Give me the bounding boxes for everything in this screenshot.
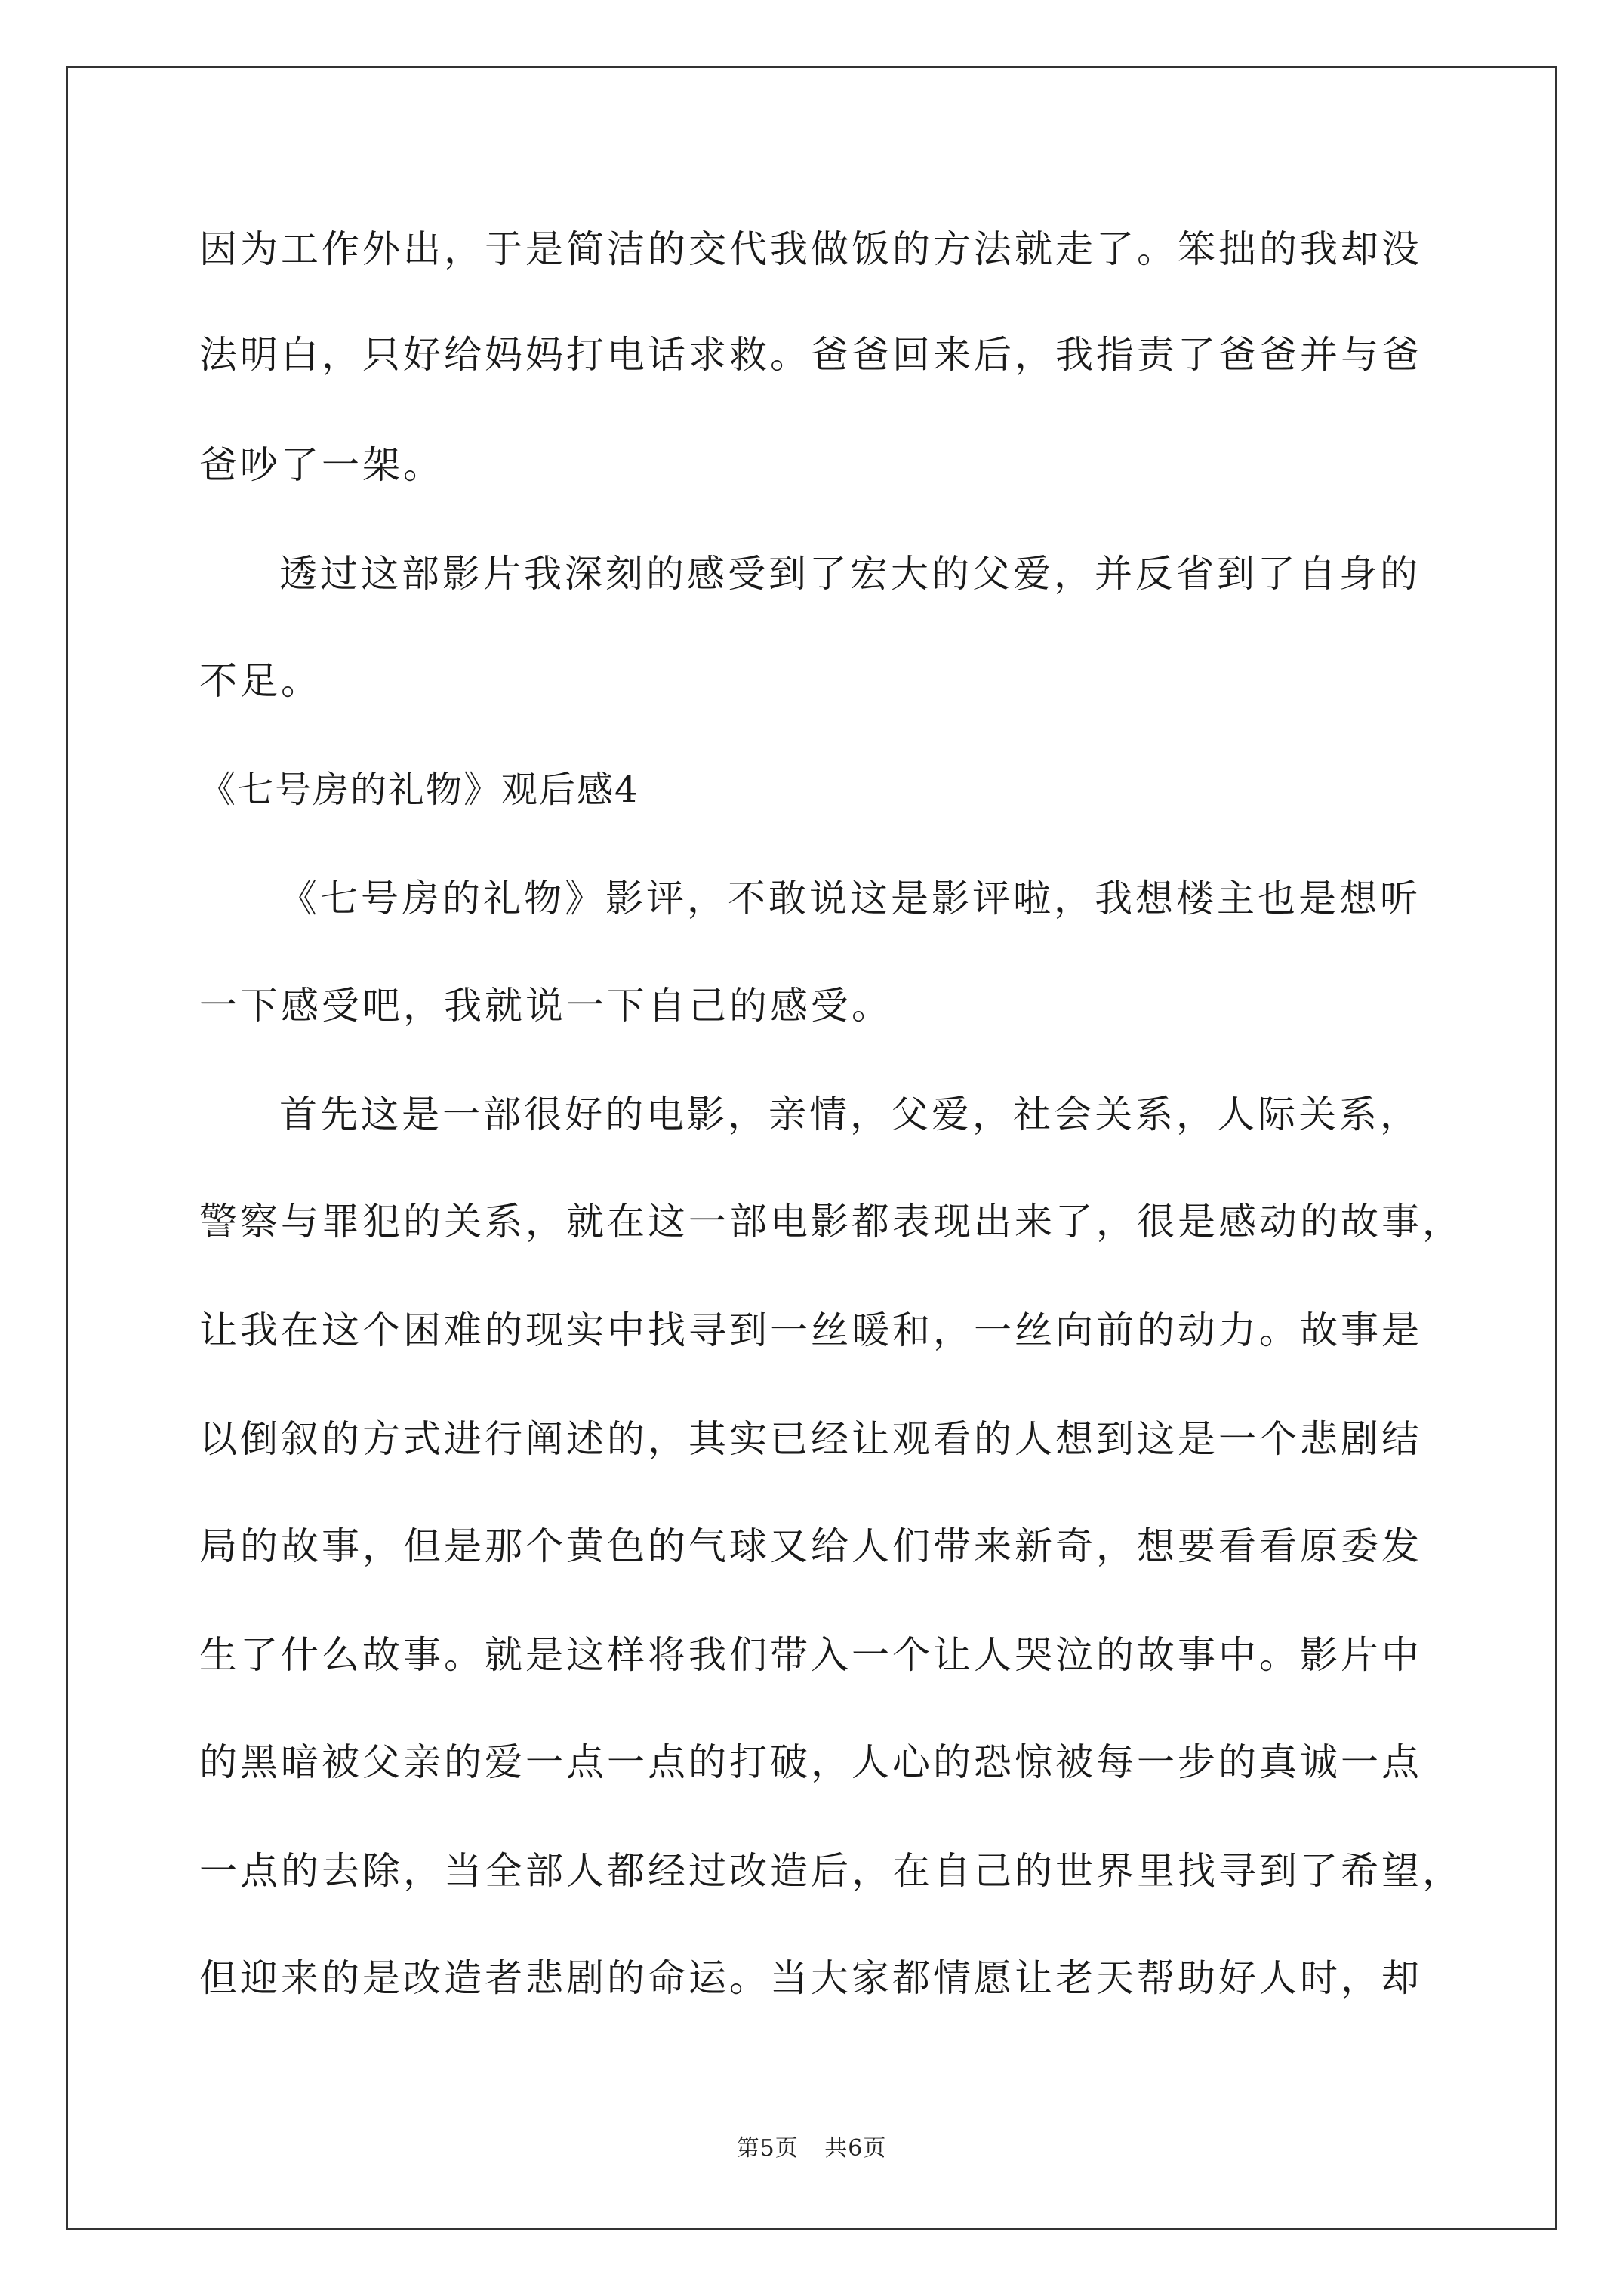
page-total: 共6页: [824, 2135, 887, 2162]
paragraph-line: 首先这是一部很好的电影，亲情，父爱，社会关系，人际关系，: [279, 1093, 1421, 1136]
body-text-line: 法明白，只好给妈妈打电话求救。爸爸回来后，我指责了爸爸并与爸: [199, 333, 1422, 377]
page-number: 第5页: [736, 2135, 799, 2162]
body-text-line: 警察与罪犯的关系，就在这一部电影都表现出来了，很是感动的故事，: [199, 1200, 1463, 1244]
page-footer: [0, 2134, 1623, 2164]
section-heading: 《七号房的礼物》观后感4: [199, 769, 639, 811]
body-text-line: 局的故事，但是那个黄色的气球又给人们带来新奇，想要看看原委发: [199, 1524, 1422, 1568]
body-text-line: 一下感受吧，我就说一下自己的感受。: [199, 984, 892, 1028]
body-text-line: 让我在这个困难的现实中找寻到一丝暖和，一丝向前的动力。故事是: [199, 1308, 1422, 1352]
body-text-line: 生了什么故事。就是这样将我们带入一个让人哭泣的故事中。影片中: [199, 1633, 1422, 1677]
body-text-line: 以倒叙的方式进行阐述的，其实已经让观看的人想到这是一个悲剧结: [199, 1417, 1422, 1461]
body-text-line: 的黑暗被父亲的爱一点一点的打破，人心的恐惊被每一步的真诚一点: [199, 1740, 1422, 1784]
page-border: [66, 66, 1557, 2230]
paragraph-line: 透过这部影片我深刻的感受到了宏大的父爱，并反省到了自身的: [279, 552, 1421, 596]
body-text-line: 不足。: [199, 659, 322, 703]
body-text-line: 一点的去除，当全部人都经过改造后，在自己的世界里找寻到了希望，: [199, 1849, 1463, 1893]
body-text-line: 但迎来的是改造者悲剧的命运。当大家都情愿让老天帮助好人时，却: [199, 1956, 1422, 2000]
body-text-line: 因为工作外出，于是简洁的交代我做饭的方法就走了。笨拙的我却没: [199, 227, 1422, 271]
paragraph-line: 《七号房的礼物》影评，不敢说这是影评啦，我想楼主也是想听: [279, 877, 1421, 920]
body-text-line: 爸吵了一架。: [199, 443, 444, 487]
